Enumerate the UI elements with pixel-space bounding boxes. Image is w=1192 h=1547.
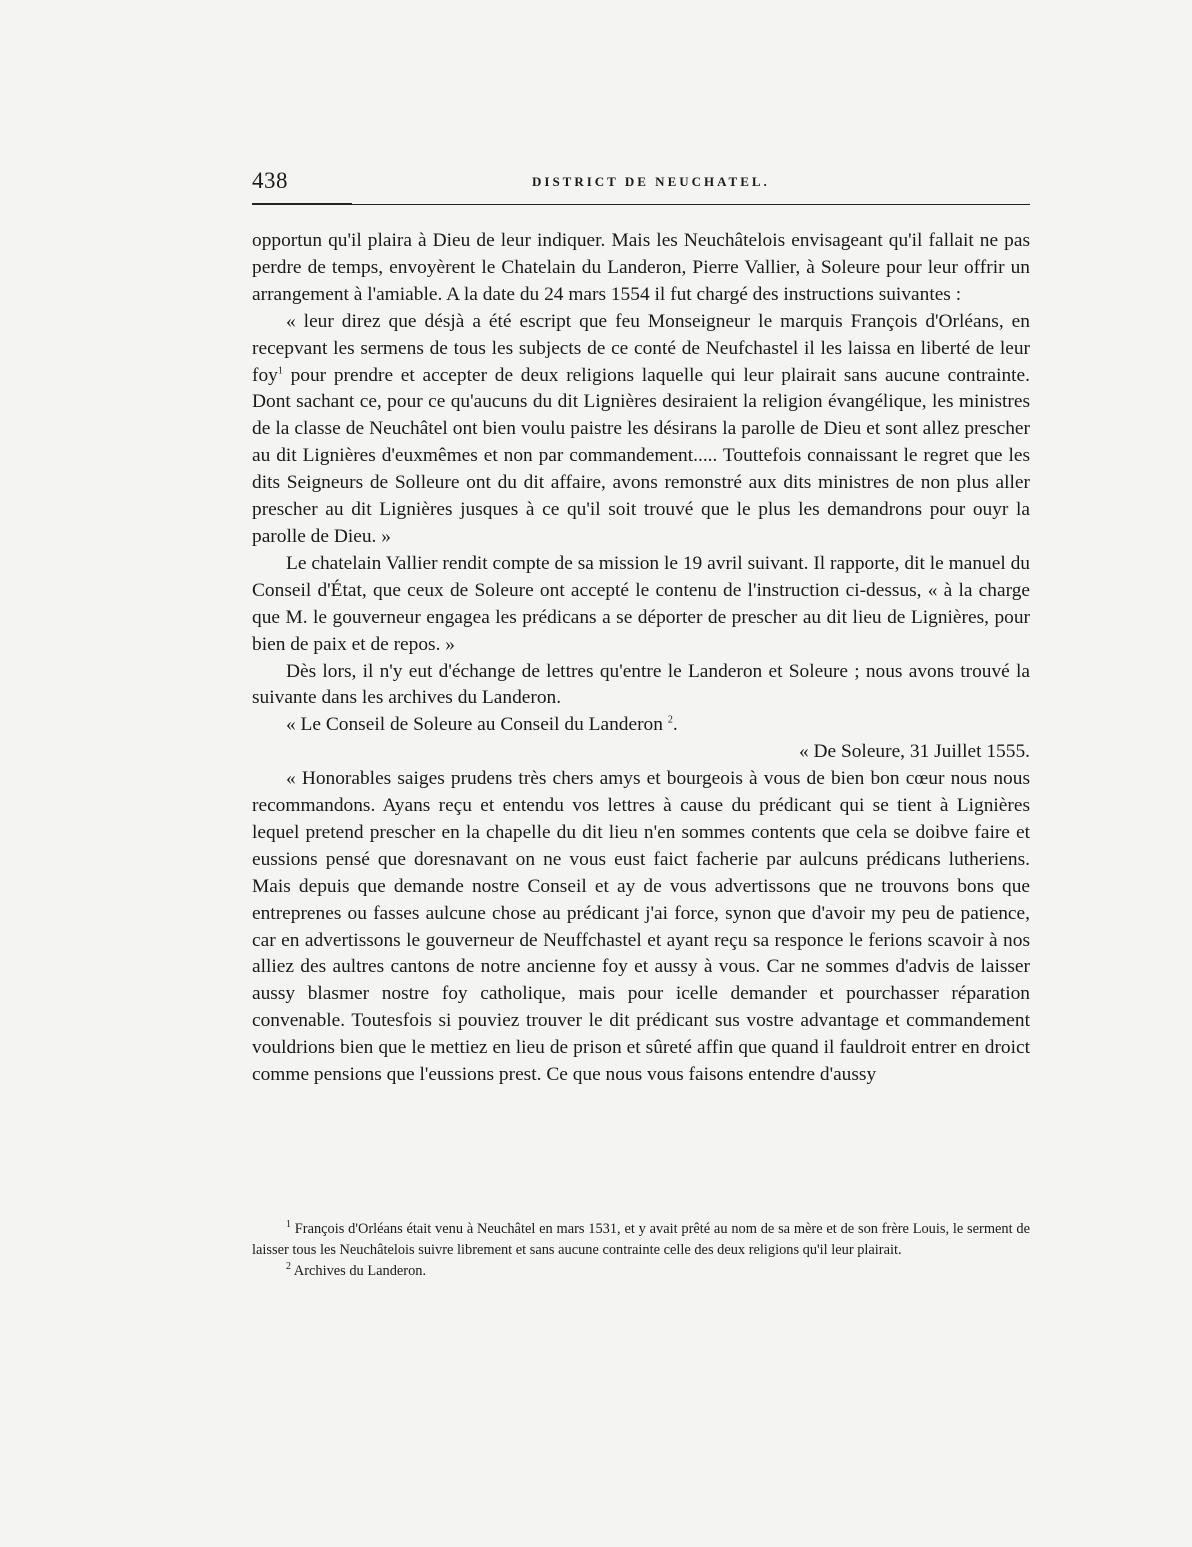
- footnote-1-mark: 1: [286, 1219, 291, 1231]
- quote-text-part-1: « leur direz que désjà a été escript que feu Monseigneur le marquis François d'Orléans, en recepvant les sermens de tous les subjects de ce conté de Neufchastel il les laissa en liberté de leur foy: [252, 310, 1030, 386]
- header-rule: [252, 204, 1030, 205]
- header-rule-accent: [252, 203, 352, 205]
- paragraph-letter-body: « Honorables saiges prudens très chers amys et bourgeois à vous de bien bon cœur nous nous recommandons. Ayans reçu et entendu vos lettres à cause du prédicant qui se tient à Lignières lequel pretend prescher en la chapelle du dit lieu n'en sommes contents que cela se doibve faire et eussions pensé que doresnavant on ne vous eust faict facherie par aulcuns prédicans lutheriens. Mais depuis que demande nostre Conseil et ay de vous advertissons que ne trouvons bons que entreprenes ou fasses aulcune chose au prédicant j'ai force, synon que d'avoir my peu de patience, car en advertissons le gouverneur de Neuffchastel et ayant reçu sa responce le ferions scavoir à nos alliez des aultres cantons de notre ancienne foy et aussy à vous. Car ne sommes d'advis de laisser aussy blasmer nostre foy catholique, mais pour icelle demander et pourchasser réparation convenable. Toutesfois si pouviez trouver le dit prédicant sus vostre advantage et commandement vouldrions bien que le mettiez en lieu de prison et sûreté affin que quand il fauldroit entrer en droict comme pensions que l'eussions prest. Ce que nous vous faisons entendre d'aussy: [252, 768, 1030, 1086]
- paragraph-continuation: opportun qu'il plaira à Dieu de leur indiquer. Mais les Neuchâtelois envisageant qu'il fallait ne pas perdre de temps, envoyèrent le Chatelain du Landeron, Pierre Vallier, à Soleure pour leur offrir un arrangement à l'amiable. A la date du 24 mars 1554 il fut chargé des instructions suivantes :: [252, 230, 1030, 305]
- quote-text-part-2: pour prendre et accepter de deux religions laquelle qui leur plairait sans aucune contrainte. Dont sachant ce, pour ce qu'aucuns du dit Lignières desiraient la religion évangélique, les ministres de la classe de Neuchâtel ont bien voulu paistre les désirans la parolle de Dieu et sont allez prescher au dit Lignières d'euxmêmes et non par commandement..... Touttefois connaissant le regret que les dits Seigneurs de Solleure ont du dit affaire, avons remonstré aux dits ministres de non plus aller prescher au dit Lignières jusques à ce qu'il soit trouvé que le plus les demandrons pour ouyr la parolle de Dieu. »: [252, 364, 1030, 547]
- running-head: [252, 168, 1030, 198]
- footnote-1: [252, 1219, 1030, 1261]
- footnote-ref-1: 1: [277, 365, 283, 377]
- footnotes: [252, 1219, 1030, 1282]
- footnote-ref-2: 2: [667, 714, 673, 726]
- page-number: 438: [252, 168, 288, 193]
- paragraph-vallier-report: Le chatelain Vallier rendit compte de sa mission le 19 avril suivant. Il rapporte, dit le manuel du Conseil d'État, que ceux de Soleure ont accepté le contenu de l'instruction ci-dessus, « à la charge que M. le gouverneur engagea les prédicans a se déporter de prescher au dit lieu de Lignières, pour bien de paix et de repos. »: [252, 552, 1030, 655]
- footnote-2-mark: 2: [286, 1261, 291, 1273]
- letter-heading: [252, 712, 1030, 739]
- footnote-2-text: Archives du Landeron.: [291, 1263, 427, 1279]
- footnote-1-text: François d'Orléans était venu à Neuchâtel en mars 1531, et y avait prêté au nom de sa mère et de son frère Louis, le serment de laisser tous les Neuchâtelois suivre librement et sans aucune contrainte celle des deux religions qu'il leur plairait.: [252, 1221, 1030, 1258]
- paragraph-instructions-quote: [252, 309, 1030, 551]
- running-title: DISTRICT DE NEUCHATEL.: [532, 174, 770, 189]
- letter-heading-text: « Le Conseil de Soleure au Conseil du Landeron: [286, 714, 663, 736]
- letter-heading-end: .: [672, 714, 678, 736]
- letter-date: « De Soleure, 31 Juillet 1555.: [798, 741, 1030, 763]
- body-text: [252, 228, 1030, 1089]
- footnote-2: [252, 1261, 1030, 1282]
- paragraph-letters-exchange: Dès lors, il n'y eut d'échange de lettres qu'entre le Landeron et Soleure ; nous avons trouvé la suivante dans les archives du Landeron.: [252, 660, 1030, 709]
